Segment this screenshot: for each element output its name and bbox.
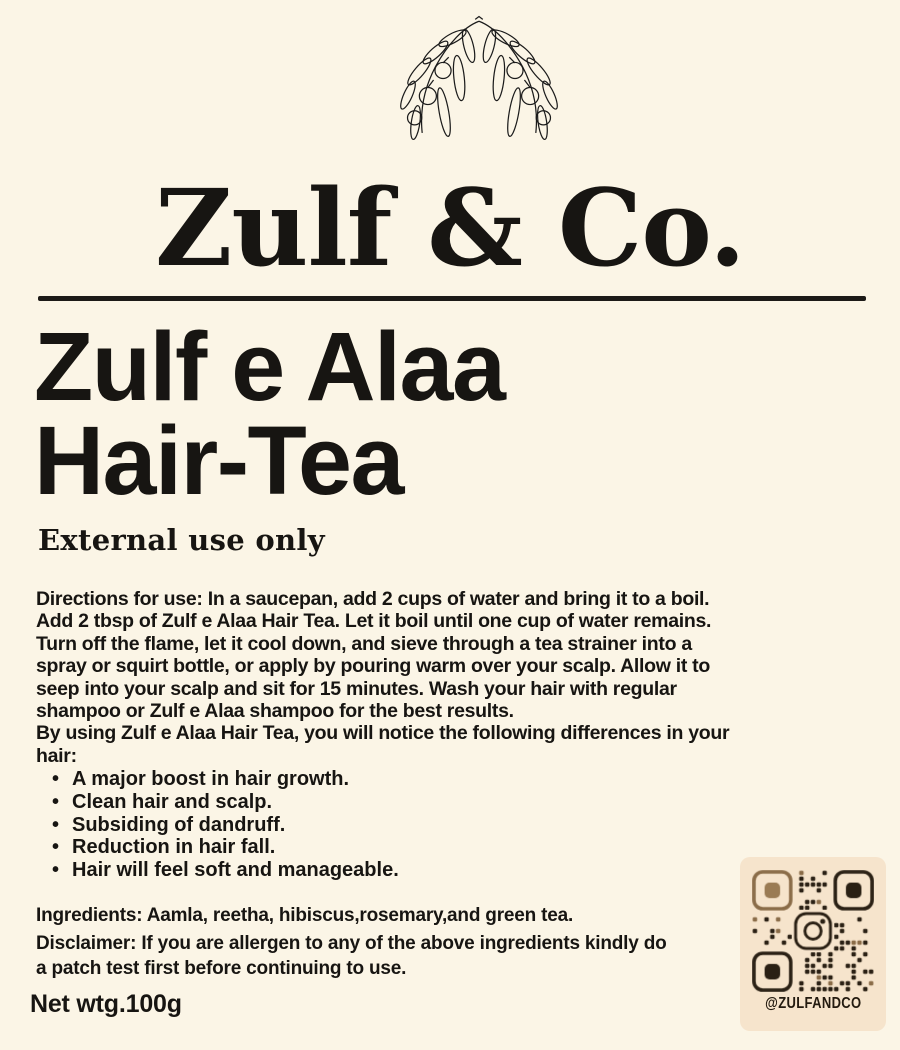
benefit-item: • Hair will feel soft and manageable. [36,859,399,882]
product-title-line2: Hair-Tea [34,406,403,515]
product-title-line1: Zulf e Alaa [34,312,505,421]
brand-name: Zulf & Co. [155,165,745,290]
ingredients-text: Ingredients: Aamla, reetha, hibiscus,rosemary,and green tea. [36,905,574,926]
disclaimer-line: a patch test first before continuing to use. [36,957,407,979]
directions-text [36,588,729,767]
benefit-item: • Clean hair and scalp. [36,791,399,814]
benefits-intro-line: hair: [36,744,77,767]
product-title [34,312,505,515]
benefit-item: • Subsiding of dandruff. [36,814,399,837]
qr-code [752,870,874,992]
directions-line: spray or squirt bottle, or apply by pouring warm over your scalp. Allow it to [36,655,710,678]
directions-line: Directions for use: In a saucepan, add 2 cups of water and bring it to a boil. [36,588,710,610]
instagram-handle: @ZULFANDCO [764,995,862,1012]
directions-line: shampoo or Zulf e Alaa shampoo for the best results. [36,700,514,723]
divider-line [38,296,866,301]
disclaimer-line: Disclaimer: If you are allergen to any of the above ingredients kindly do [36,933,667,954]
qr-card [740,857,886,1031]
benefits-list [36,768,399,882]
directions-line: Add 2 tbsp of Zulf e Alaa Hair Tea. Let it boil until one cup of water remains. [36,610,712,633]
benefits-intro-line: By using Zulf e Alaa Hair Tea, you will notice the following differences in your [36,722,730,745]
external-use-note: External use only [38,523,325,557]
olive-branch-icon [350,8,608,150]
benefit-item: • A major boost in hair growth. [36,768,399,791]
benefit-item: • Reduction in hair fall. [36,836,399,859]
net-weight: Net wtg.100g [30,990,182,1018]
disclaimer-text [36,932,667,981]
directions-line: seep into your scalp and sit for 15 minutes. Wash your hair with regular [36,677,677,700]
directions-line: Turn off the flame, let it cool down, and sieve through a tea strainer into a [36,632,692,655]
